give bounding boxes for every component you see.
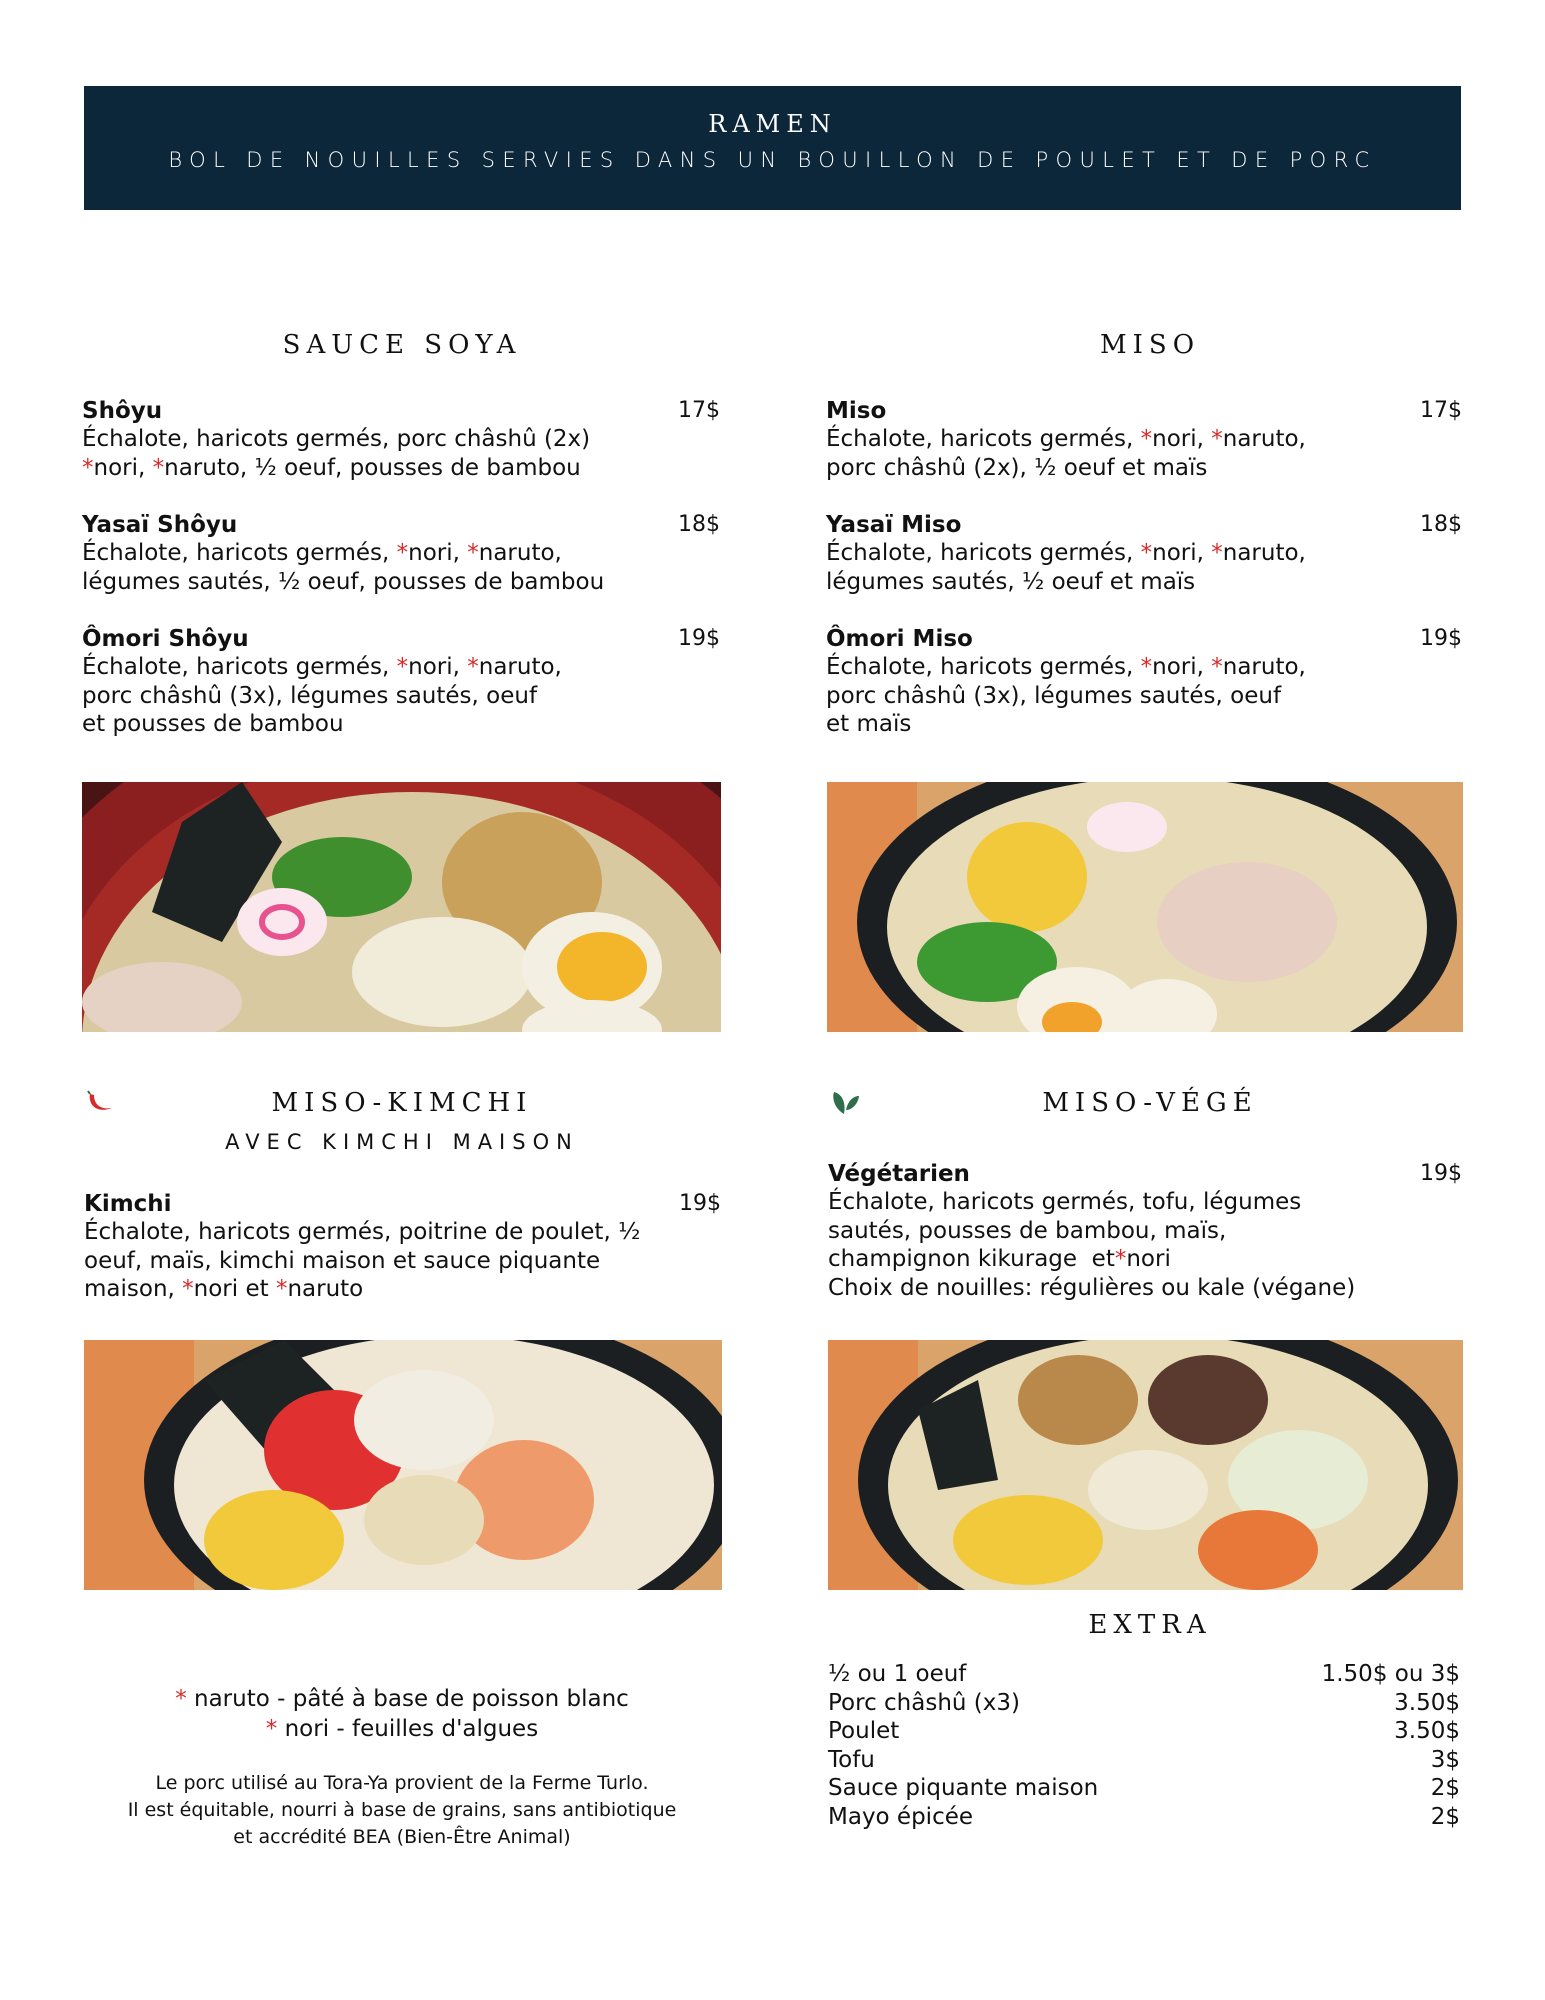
- item-description: Échalote, haricots germés, *nori, *naruto, porc châshû (2x), ½ oeuf et maïs: [826, 426, 1306, 481]
- pork-origin-note: [82, 1770, 722, 1851]
- item-description: Échalote, haricots germés, porc châshû (2x) *nori, *naruto, ½ oeuf, pousses de bambou: [82, 426, 591, 481]
- item-name: Ômori Miso: [826, 626, 973, 652]
- extra-row: [828, 1774, 1460, 1803]
- item-description: Échalote, haricots germés, *nori, *naruto, porc châshû (3x), légumes sautés, oeuf et pousses de bambou: [82, 654, 562, 737]
- item-name: Végétarien: [828, 1161, 970, 1187]
- extra-label: Tofu: [828, 1746, 875, 1773]
- footnote-text: nori - feuilles d'algues: [284, 1716, 539, 1742]
- extra-price: 2$: [1430, 1775, 1460, 1801]
- extra-list: [828, 1660, 1460, 1831]
- extra-row: [828, 1746, 1460, 1775]
- menu-item-vegetarien: [828, 1160, 1462, 1302]
- item-description: Échalote, haricots germés, *nori, *naruto, légumes sautés, ½ oeuf et maïs: [826, 540, 1306, 595]
- extra-row: [828, 1660, 1460, 1689]
- extra-price: 3.50$: [1394, 1689, 1460, 1716]
- footnote-text: naruto - pâté à base de poisson blanc: [194, 1686, 629, 1712]
- note-line: et accrédité BEA (Bien-Être Animal): [233, 1826, 571, 1848]
- item-description: Échalote, haricots germés, *nori, *naruto, légumes sautés, ½ oeuf, pousses de bambou: [82, 540, 605, 595]
- extra-label: Porc châshû (x3): [828, 1689, 1020, 1716]
- menu-item-shoyu: [82, 397, 720, 482]
- extra-row: [828, 1803, 1460, 1832]
- note-line: Il est équitable, nourri à base de grains, sans antibiotique: [127, 1799, 677, 1821]
- item-price: 19$: [1420, 1161, 1462, 1186]
- extra-price: 2$: [1430, 1803, 1460, 1830]
- item-name: Yasaï Miso: [826, 512, 962, 538]
- extra-label: Mayo épicée: [828, 1803, 974, 1830]
- section-title-kimchi: MISO-KIMCHI: [271, 1088, 533, 1118]
- menu-subtitle: BOL DE NOUILLES SERVIES DANS UN BOUILLON DE POULET ET DE PORC: [168, 148, 1377, 172]
- footnote-naruto: [82, 1684, 722, 1714]
- menu-item-omori-miso: [826, 625, 1462, 739]
- footnote-nori: [82, 1714, 722, 1744]
- menu-item-kimchi: [84, 1190, 721, 1304]
- menu-title: RAMEN: [708, 110, 837, 138]
- asterisk: *: [175, 1686, 187, 1712]
- item-description: Échalote, haricots germés, poitrine de poulet, ½ oeuf, maïs, kimchi maison et sauce piquante maison, *nori et *naruto: [84, 1219, 641, 1302]
- photo-miso-bowl: [827, 782, 1463, 1032]
- photo-vege-bowl: [828, 1340, 1463, 1590]
- item-name: Yasaï Shôyu: [82, 512, 238, 538]
- header-banner: [84, 86, 1461, 210]
- extra-price: 3.50$: [1394, 1718, 1460, 1744]
- item-price: 18$: [678, 512, 720, 537]
- item-name: Miso: [826, 398, 887, 424]
- extra-price: 1.50$ ou 3$: [1321, 1661, 1460, 1687]
- item-price: 19$: [1420, 626, 1462, 651]
- extra-row: [828, 1689, 1460, 1718]
- note-line: Le porc utilisé au Tora-Ya provient de la Ferme Turlo.: [155, 1772, 649, 1794]
- extra-label: Sauce piquante maison: [828, 1775, 1099, 1801]
- section-subtitle-kimchi: AVEC KIMCHI MAISON: [225, 1130, 579, 1154]
- asterisk: *: [265, 1716, 278, 1742]
- item-price: 17$: [1420, 398, 1462, 423]
- menu-item-yasai-shoyu: [82, 511, 720, 596]
- extra-label: Poulet: [828, 1718, 900, 1744]
- item-name: Shôyu: [82, 398, 163, 424]
- item-name: Kimchi: [84, 1191, 172, 1217]
- extra-row: [828, 1717, 1460, 1746]
- section-title-soya: SAUCE SOYA: [282, 330, 522, 360]
- item-description: Échalote, haricots germés, *nori, *naruto, porc châshû (3x), légumes sautés, oeuf et maïs: [826, 654, 1306, 737]
- item-description: Échalote, haricots germés, tofu, légumes sautés, pousses de bambou, maïs, champignon kikurage et*nori Choix de nouilles: régulières ou kale (végane): [828, 1189, 1356, 1301]
- section-title-vege: MISO-VÉGÉ: [1042, 1088, 1258, 1118]
- menu-item-omori-shoyu: [82, 625, 720, 739]
- item-price: 19$: [678, 626, 720, 651]
- menu-item-yasai-miso: [826, 511, 1462, 596]
- photo-shoyu-bowl: [82, 782, 721, 1032]
- item-name: Ômori Shôyu: [82, 626, 249, 652]
- extra-label: ½ ou 1 oeuf: [828, 1661, 967, 1687]
- extra-price: 3$: [1430, 1746, 1460, 1773]
- photo-kimchi-bowl: [84, 1340, 722, 1590]
- section-title-extra: EXTRA: [1088, 1610, 1212, 1640]
- item-price: 19$: [679, 1191, 721, 1216]
- section-title-miso: MISO: [1099, 330, 1201, 360]
- item-price: 18$: [1420, 512, 1462, 537]
- item-price: 17$: [678, 398, 720, 423]
- menu-item-miso: [826, 397, 1462, 482]
